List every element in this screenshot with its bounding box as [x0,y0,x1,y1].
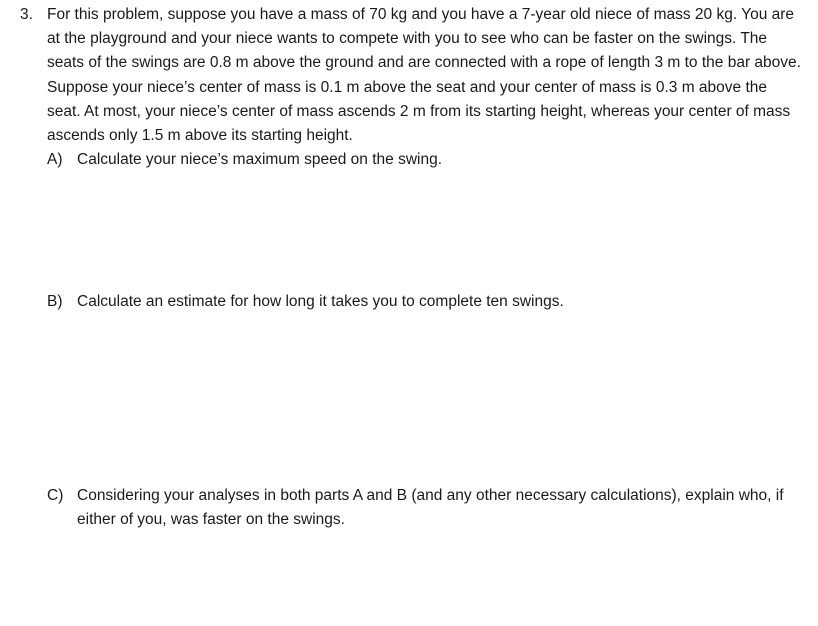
part-a-letter: A) [47,151,63,168]
part-c-letter: C) [47,487,64,504]
problem-number: 3. [20,6,33,23]
part-b-letter: B) [47,293,63,310]
problem-stem: For this problem, suppose you have a mass of 70 kg and you have a 7-year old niece of mass 20 kg. You are at the playground and your niece wants to compete with you to see who can be faster on the swings. The seats of the swings are 0.8 m above the ground and are connected with a rope of length 3 m to the bar above. Suppose your niece’s center of mass is 0.1 m above the seat and your center of mass is 0.3 m above the seat. At most, your niece’s center of mass ascends 2 m from its starting height, whereas your center of mass ascends only 1.5 m above its starting height. [47,6,801,145]
part-a-text: Calculate your niece’s maximum speed on the swing. [77,151,443,168]
part-c-text: Considering your analyses in both parts A and B (and any other necessary calculations), explain who, if either of you, was faster on the swings. [77,487,784,529]
part-b-text: Calculate an estimate for how long it takes you to complete ten swings. [77,293,564,310]
